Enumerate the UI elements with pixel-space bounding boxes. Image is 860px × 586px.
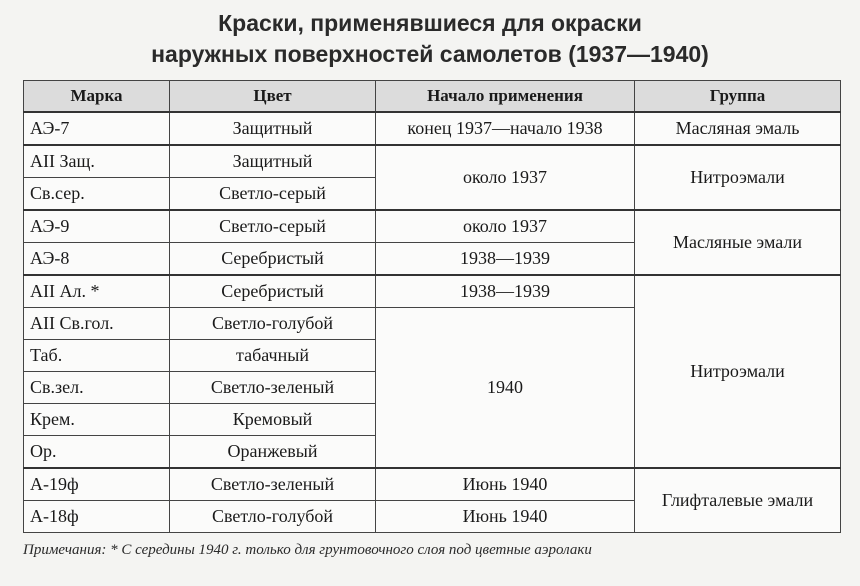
cell-color: Светло-зеленый [170,468,376,501]
cell-mark: А-19ф [24,468,170,501]
cell-mark: Св.сер. [24,178,170,211]
cell-mark: Св.зел. [24,372,170,404]
page-title [0,8,860,70]
cell-start: 1938—1939 [376,275,635,308]
cell-color: Светло-голубой [170,308,376,340]
cell-start: конец 1937—начало 1938 [376,112,635,145]
cell-color: Светло-зеленый [170,372,376,404]
table-header-row [24,81,841,113]
cell-start: Июнь 1940 [376,468,635,501]
cell-start: 1940 [376,308,635,469]
table-row [24,145,841,178]
cell-mark: АЭ-8 [24,243,170,276]
cell-mark: АII Ал. * [24,275,170,308]
cell-color: Защитный [170,145,376,178]
header-color: Цвет [170,81,376,113]
cell-color: Защитный [170,112,376,145]
cell-mark: Крем. [24,404,170,436]
paints-table [23,80,841,533]
cell-color: Оранжевый [170,436,376,469]
cell-start: около 1937 [376,145,635,210]
footnote: Примечания: * С середины 1940 г. только для грунтовочного слоя под цветные аэролаки [23,542,592,558]
cell-mark: АII Св.гол. [24,308,170,340]
cell-group: Масляные эмали [635,210,841,275]
cell-mark: Таб. [24,340,170,372]
cell-color: Серебристый [170,275,376,308]
table-row [24,210,841,243]
cell-color: Серебристый [170,243,376,276]
cell-color: табачный [170,340,376,372]
cell-mark: Ор. [24,436,170,469]
cell-mark: АЭ-7 [24,112,170,145]
cell-mark: А-18ф [24,501,170,533]
cell-color: Кремовый [170,404,376,436]
cell-group: Масляная эмаль [635,112,841,145]
cell-start: 1938—1939 [376,243,635,276]
table-row [24,275,841,308]
title-line-2: наружных поверхностей самолетов (1937—1940) [151,41,709,67]
cell-group: Нитроэмали [635,145,841,210]
header-mark: Марка [24,81,170,113]
cell-color: Светло-серый [170,178,376,211]
cell-mark: АII Защ. [24,145,170,178]
table-row [24,468,841,501]
cell-group: Нитроэмали [635,275,841,468]
table-row [24,112,841,145]
header-start: Начало применения [376,81,635,113]
cell-group: Глифталевые эмали [635,468,841,533]
cell-mark: АЭ-9 [24,210,170,243]
title-line-1: Краски, применявшиеся для окраски [218,10,642,36]
header-group: Группа [635,81,841,113]
cell-start: около 1937 [376,210,635,243]
cell-color: Светло-голубой [170,501,376,533]
cell-start: Июнь 1940 [376,501,635,533]
cell-color: Светло-серый [170,210,376,243]
